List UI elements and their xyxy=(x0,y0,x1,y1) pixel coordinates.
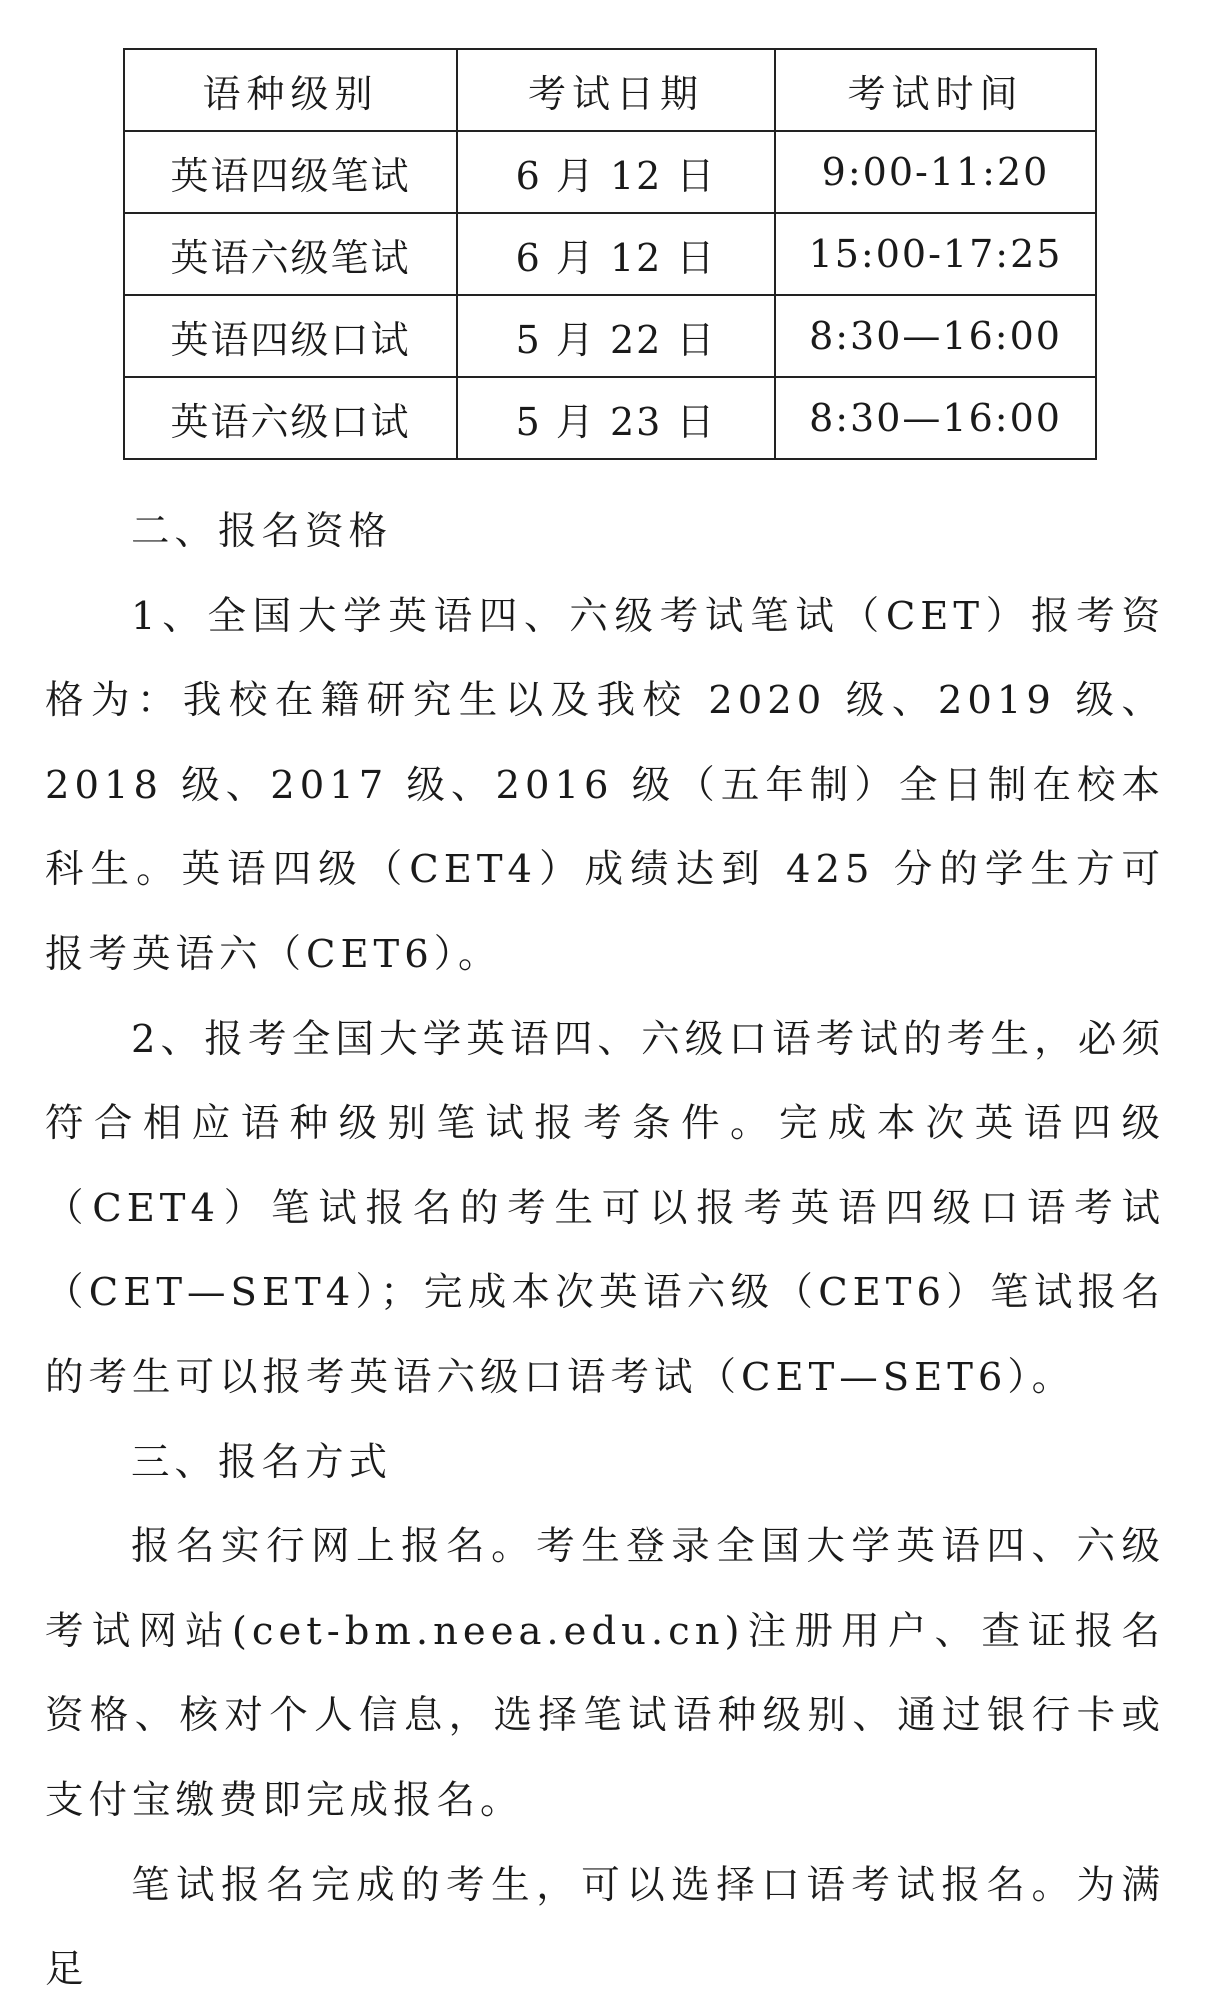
table-cell: 英语六级笔试 xyxy=(124,213,457,295)
table-cell: 5 月 23 日 xyxy=(457,377,775,459)
table-row xyxy=(124,213,1096,295)
table-cell: 6 月 12 日 xyxy=(457,131,775,213)
paragraph-oral-registration: 笔试报名完成的考生，可以选择口语考试报名。为满足 xyxy=(45,1862,1165,1993)
table-cell: 英语六级口试 xyxy=(124,377,457,459)
table-row xyxy=(124,131,1096,213)
exam-schedule-table xyxy=(123,48,1097,460)
table-cell: 8:30—16:00 xyxy=(775,377,1096,459)
table-row xyxy=(124,377,1096,459)
header-cell-exam-time: 考试时间 xyxy=(775,49,1096,131)
header-cell-language-level: 语种级别 xyxy=(124,49,457,131)
section-heading-eligibility: 二、报名资格 xyxy=(131,509,393,554)
paragraph-oral-exam-eligibility: 2、报考全国大学英语四、六级口语考试的考生，必须符合相应语种级别笔试报考条件。完成本次英语四级（CET4）笔试报名的考生可以报考英语四级口语考试（CET—SET4）；完成本次英语六级（CET6）笔试报名的考生可以报考英语六级口语考试（CET—SET6）。 xyxy=(45,1016,1165,1400)
table-cell: 英语四级口试 xyxy=(124,295,457,377)
section-heading-registration-method: 三、报名方式 xyxy=(131,1439,393,1485)
table-cell: 8:30—16:00 xyxy=(775,295,1096,377)
header-cell-exam-date: 考试日期 xyxy=(457,49,775,131)
table-cell: 英语四级笔试 xyxy=(124,131,457,213)
paragraph-written-exam-eligibility: 1、全国大学英语四、六级考试笔试（CET）报考资格为：我校在籍研究生以及我校 2020 级、2019 级、2018 级、2017 级、2016 级（五年制）全日制在校本科生。英语四级（CET4）成绩达到 425 分的学生方可报考英语六（CET6）。 xyxy=(45,593,1165,977)
table-cell: 9:00-11:20 xyxy=(775,131,1096,213)
table-cell: 5 月 22 日 xyxy=(457,295,775,377)
table-cell: 15:00-17:25 xyxy=(775,213,1096,295)
table-row xyxy=(124,295,1096,377)
table-header-row xyxy=(124,49,1096,131)
paragraph-online-registration: 报名实行网上报名。考生登录全国大学英语四、六级考试网站(cet-bm.neea.edu.cn)注册用户、查证报名资格、核对个人信息，选择笔试语种级别、通过银行卡或支付宝缴费即完成报名。 xyxy=(45,1524,1165,1823)
body-text xyxy=(45,490,1165,2013)
table-cell: 6 月 12 日 xyxy=(457,213,775,295)
